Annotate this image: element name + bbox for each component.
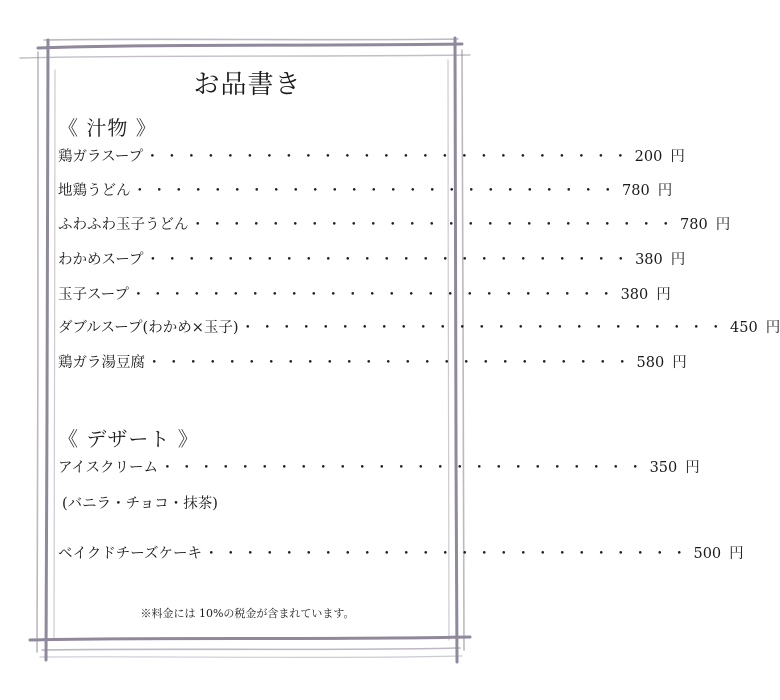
item-name: 鶏ガラ湯豆腐 xyxy=(58,355,145,371)
menu-item xyxy=(58,458,700,478)
item-name: ダブルスープ(わかめ×玉子) xyxy=(58,320,239,336)
leader-dots: ・・・・・・・・・・・・・・・・・・・・・・・・・ xyxy=(145,149,633,165)
item-unit: 円 xyxy=(656,287,671,303)
leader-dots: ・・・・・・・・・・・・・・・・・・・・・・・・・ xyxy=(147,355,635,371)
item-unit: 円 xyxy=(670,149,685,165)
item-name: わかめスープ xyxy=(58,252,144,268)
item-name: 地鶏うどん xyxy=(58,183,131,199)
section-heading-soup: 《 汁物 》 xyxy=(58,116,157,140)
leader-dots: ・・・・・・・・・・・・・・・・・・・・・・・・・ xyxy=(145,252,634,268)
menu-title: お品書き xyxy=(193,70,302,100)
item-name: ベイクドチーズケーキ xyxy=(58,546,202,562)
item-unit: 円 xyxy=(765,320,780,336)
item-price: 500 xyxy=(693,546,722,562)
menu-item xyxy=(58,353,687,373)
item-unit: 円 xyxy=(672,355,687,371)
item-price: 450 xyxy=(730,320,758,336)
item-price: 350 xyxy=(649,460,678,476)
item-unit: 円 xyxy=(729,546,744,562)
item-price: 380 xyxy=(635,252,663,268)
item-unit: 円 xyxy=(670,252,686,268)
item-name: 玉子スープ xyxy=(58,287,130,303)
leader-dots: ・・・・・・・・・・・・・・・・・・・・・・・・・ xyxy=(240,320,728,336)
item-price: 380 xyxy=(620,287,649,303)
menu-item xyxy=(58,285,671,305)
leader-dots: ・・・・・・・・・・・・・・・・・・・・・・・・・ xyxy=(160,460,648,476)
menu-item xyxy=(58,544,744,564)
menu-item xyxy=(58,147,685,167)
menu-item xyxy=(58,181,673,201)
leader-dots: ・・・・・・・・・・・・・・・・・・・・・・・・・ xyxy=(131,287,619,303)
item-unit: 円 xyxy=(685,460,700,476)
tax-note: ※料金には 10%の税金が含まれています。 xyxy=(140,607,355,620)
item-price: 200 xyxy=(634,149,663,165)
item-price: 780 xyxy=(622,183,650,199)
leader-dots: ・・・・・・・・・・・・・・・・・・・・・・・・・ xyxy=(203,546,692,562)
menu-item xyxy=(58,215,731,235)
item-name: ふわふわ玉子うどん xyxy=(58,217,189,233)
menu-item xyxy=(58,318,780,338)
leader-dots: ・・・・・・・・・・・・・・・・・・・・・・・・・ xyxy=(132,183,620,199)
item-price: 580 xyxy=(636,355,665,371)
leader-dots: ・・・・・・・・・・・・・・・・・・・・・・・・・ xyxy=(190,217,678,233)
item-unit: 円 xyxy=(715,217,731,233)
menu-item xyxy=(58,250,686,270)
item-note: (バニラ・チョコ・抹茶) xyxy=(62,496,218,512)
section-heading-dessert: 《 デザート 》 xyxy=(58,427,199,451)
item-name: 鶏ガラスープ xyxy=(58,149,144,165)
item-price: 780 xyxy=(680,217,708,233)
item-name: アイスクリーム xyxy=(58,460,159,476)
item-unit: 円 xyxy=(657,183,673,199)
